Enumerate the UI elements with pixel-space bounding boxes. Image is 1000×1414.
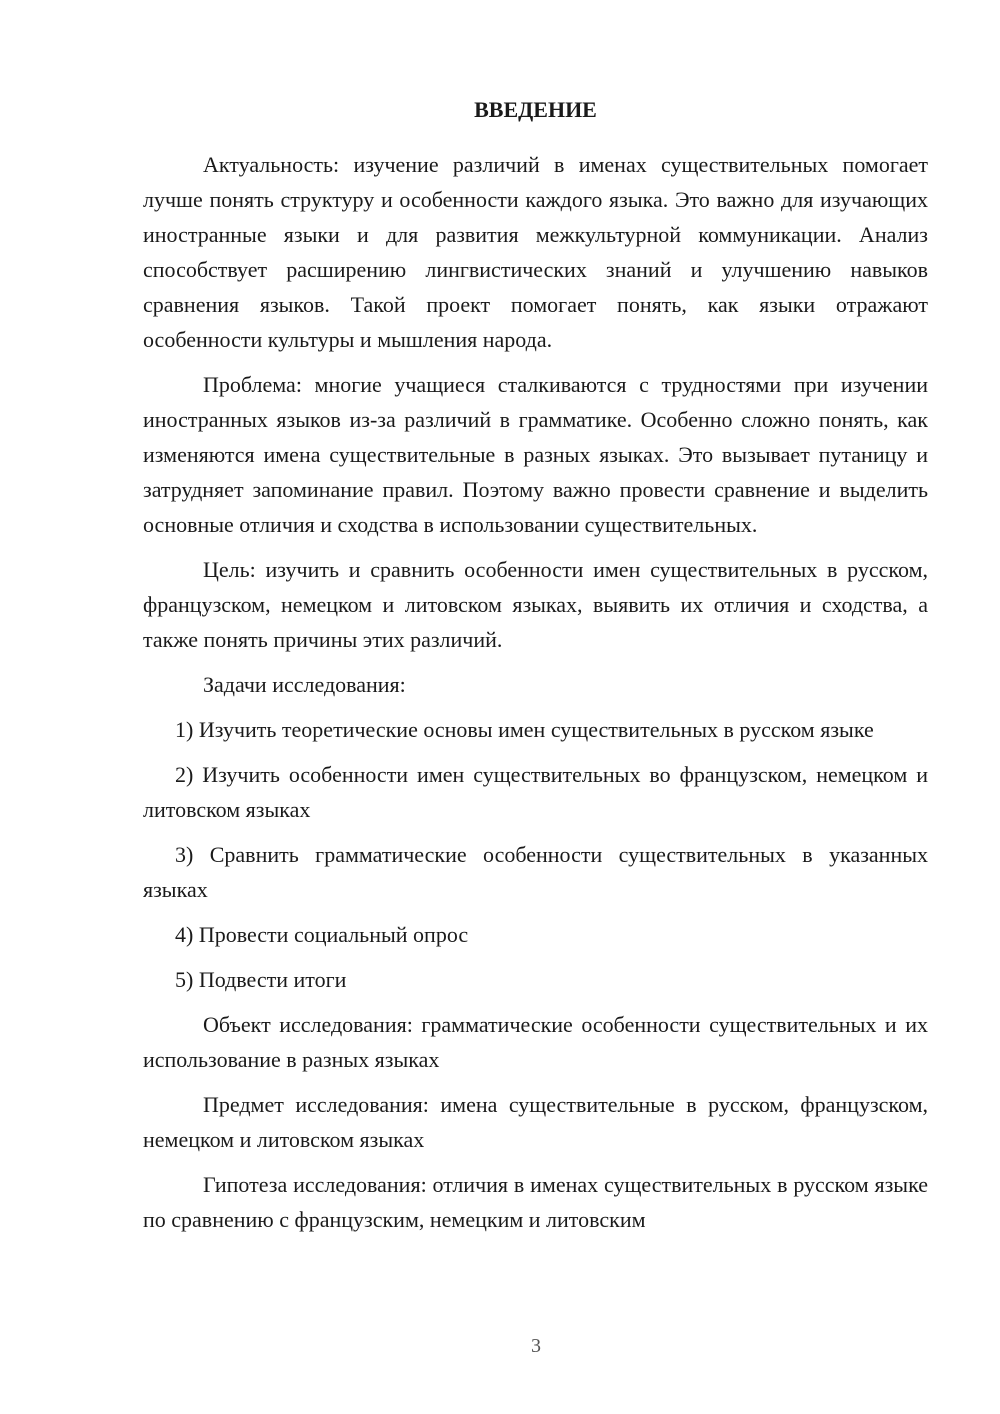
tasks-heading: Задачи исследования: xyxy=(203,672,406,697)
task-item: 1) Изучить теоретические основы имен существительных в русском языке xyxy=(175,717,874,742)
relevance-paragraph: Актуальность: изучение различий в именах существительных помогает лучше понять структуру и особенности каждого языка. Это важно для изучающих иностранные языки и для развития межкультурной коммуникации. Анализ способствует расширению лингвистических знаний и улучшению навыков сравнения языков. Такой проект помогает понять, как языки отражают особенности культуры и мышления народа. xyxy=(143,152,928,352)
page-number: 3 xyxy=(531,1335,541,1357)
object-paragraph: Объект исследования: грамматические особенности существительных и их использование в разных языках xyxy=(143,1012,928,1072)
subject-paragraph: Предмет исследования: имена существительные в русском, французском, немецком и литовском языках xyxy=(143,1092,928,1152)
task-item: 3) Сравнить грамматические особенности существительных в указанных языках xyxy=(143,842,928,902)
task-item: 2) Изучить особенности имен существительных во французском, немецком и литовском языках xyxy=(143,762,928,822)
goal-paragraph: Цель: изучить и сравнить особенности имен существительных в русском, французском, немецком и литовском языках, выявить их отличия и сходства, а также понять причины этих различий. xyxy=(143,557,928,652)
hypothesis-paragraph: Гипотеза исследования: отличия в именах существительных в русском языке по сравнению с французским, немецким и литовским xyxy=(143,1172,928,1232)
problem-paragraph: Проблема: многие учащиеся сталкиваются с трудностями при изучении иностранных языков из-за различий в грамматике. Особенно сложно понять, как изменяются имена существительные в разных языках. Это вызывает путаницу и затрудняет запоминание правил. Поэтому важно провести сравнение и выделить основные отличия и сходства в использовании существительных. xyxy=(143,372,928,537)
section-heading: ВВЕДЕНИЕ xyxy=(474,97,597,122)
task-item: 4) Провести социальный опрос xyxy=(175,922,469,947)
task-item: 5) Подвести итоги xyxy=(175,967,347,992)
page-content xyxy=(143,92,928,1247)
